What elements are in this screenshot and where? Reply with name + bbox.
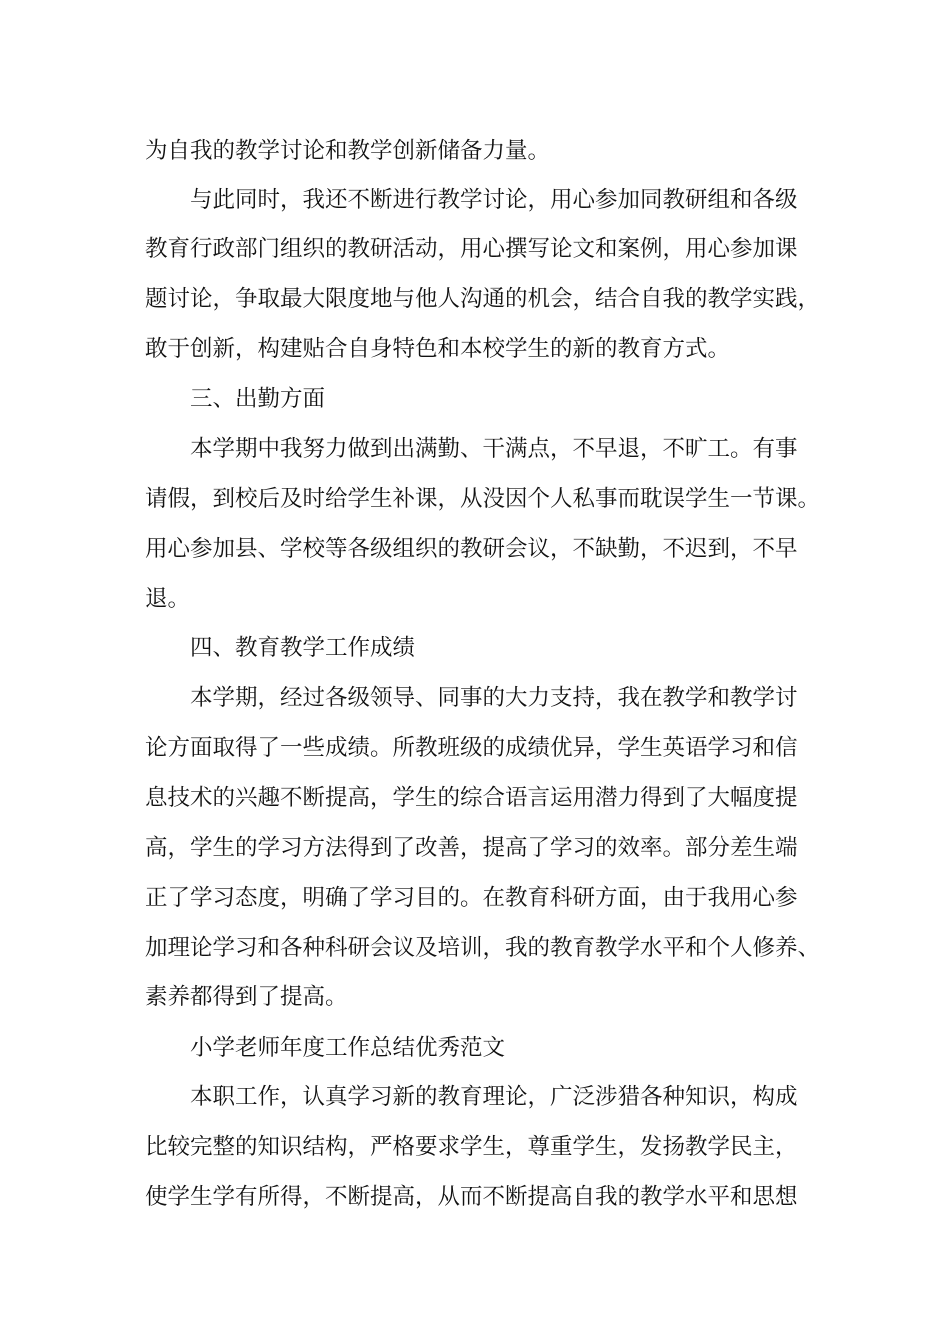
text-line: 与此同时，我还不断进行教学讨论，用心参加同教研组和各级: [190, 187, 798, 213]
text-line: 本学期，经过各级领导、同事的大力支持，我在教学和教学讨: [190, 685, 798, 711]
text-line: 息技术的兴趣不断提高，学生的综合语言运用潜力得到了大幅度提: [145, 785, 798, 811]
text-line: 论方面取得了一些成绩。所教班级的成绩优异，学生英语学习和信: [145, 735, 798, 761]
text-line: 使学生学有所得，不断提高，从而不断提高自我的教学水平和思想: [145, 1184, 798, 1210]
text-line: 为自我的教学讨论和教学创新储备力量。: [145, 138, 551, 164]
text-line: 题讨论，争取最大限度地与他人沟通的机会，结合自我的教学实践，: [145, 286, 821, 312]
section-heading: 小学老师年度工作总结优秀范文: [190, 1035, 506, 1061]
text-line: 退。: [145, 586, 191, 612]
text-line: 敢于创新，构建贴合自身特色和本校学生的新的教育方式。: [145, 336, 731, 362]
text-line: 用心参加县、学校等各级组织的教研会议，不缺勤，不迟到，不早: [145, 536, 798, 562]
section-heading: 三、出勤方面: [190, 386, 326, 412]
text-line: 素养都得到了提高。: [145, 984, 348, 1010]
section-heading: 四、教育教学工作成绩: [190, 635, 416, 661]
text-line: 本学期中我努力做到出满勤、干满点，不早退，不旷工。有事: [190, 436, 798, 462]
text-line: 比较完整的知识结构，严格要求学生，尊重学生，发扬教学民主，: [145, 1134, 798, 1160]
text-line: 教育行政部门组织的教研活动，用心撰写论文和案例，用心参加课: [145, 236, 798, 262]
text-line: 高，学生的学习方法得到了改善，提高了学习的效率。部分差生端: [145, 835, 798, 861]
text-line: 加理论学习和各种科研会议及培训，我的教育教学水平和个人修养、: [145, 935, 821, 961]
text-line: 请假，到校后及时给学生补课，从没因个人私事而耽误学生一节课。: [145, 486, 821, 512]
text-line: 本职工作，认真学习新的教育理论，广泛涉猎各种知识，构成: [190, 1084, 798, 1110]
text-line: 正了学习态度，明确了学习目的。在教育科研方面，由于我用心参: [145, 885, 798, 911]
